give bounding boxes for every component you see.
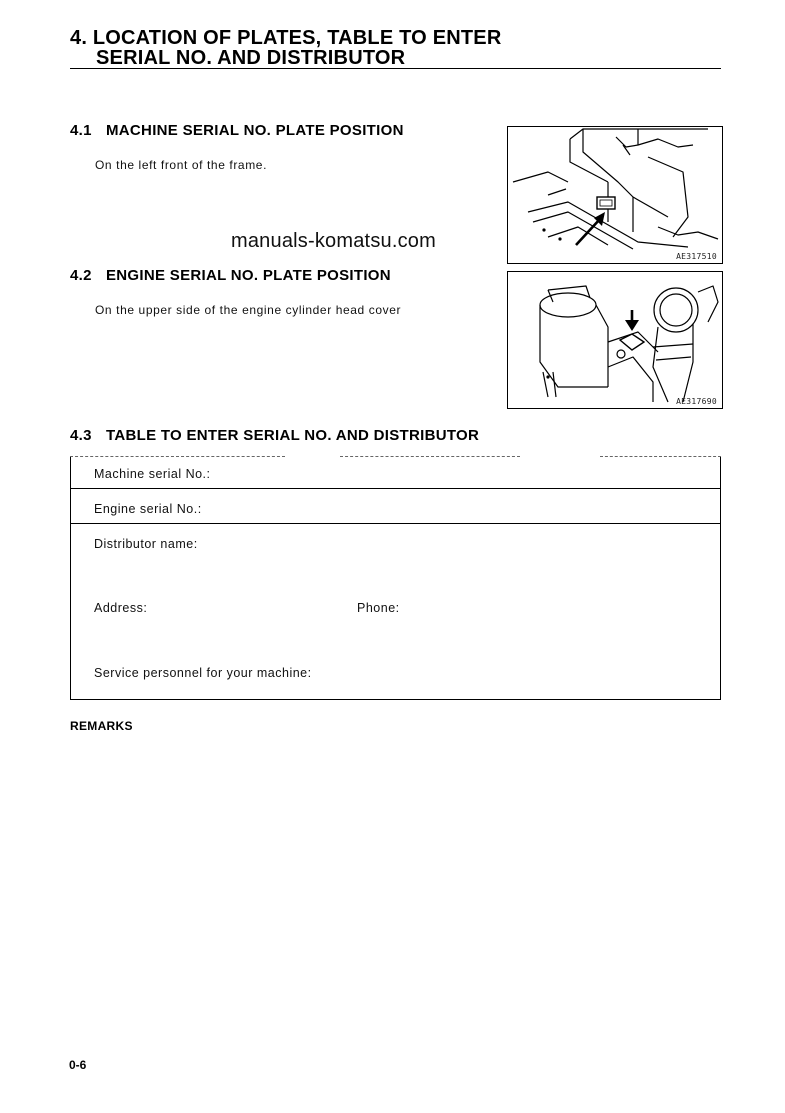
engine-serial-row-rule: [70, 523, 721, 524]
phone-label: Phone:: [357, 601, 400, 615]
section-4-2-text: On the upper side of the engine cylinder head cover: [95, 303, 402, 317]
page-title-line-2: SERIAL NO. AND DISTRIBUTOR: [96, 47, 406, 69]
section-4-1-heading: [70, 122, 404, 139]
machine-serial-label: Machine serial No.:: [94, 467, 211, 481]
section-4-2-number: 4.2: [70, 267, 92, 284]
section-4-2-title: ENGINE SERIAL NO. PLATE POSITION: [106, 267, 391, 284]
figure-2-code: AE317690: [676, 397, 717, 406]
engine-serial-label: Engine serial No.:: [94, 502, 202, 516]
table-top-rule-b: [340, 456, 520, 457]
figure-1-code: AE317510: [676, 252, 717, 261]
machine-serial-row-rule: [70, 488, 721, 489]
page-number: 0-6: [69, 1058, 87, 1072]
distributor-table: [70, 456, 721, 700]
watermark: manuals-komatsu.com: [231, 230, 436, 252]
engine-plate-figure: [507, 271, 723, 409]
section-4-2-heading: [70, 267, 391, 284]
engine-plate-illustration: [508, 272, 722, 408]
title-underline: [70, 68, 721, 69]
section-4-1-number: 4.1: [70, 122, 92, 139]
section-4-1-text: On the left front of the frame.: [95, 158, 268, 172]
address-label: Address:: [94, 601, 148, 615]
section-4-3-title: TABLE TO ENTER SERIAL NO. AND DISTRIBUTOR: [106, 427, 480, 444]
distributor-name-label: Distributor name:: [94, 537, 198, 551]
section-4-1-title: MACHINE SERIAL NO. PLATE POSITION: [106, 122, 404, 139]
machine-plate-figure: [507, 126, 723, 264]
table-top-rule-a: [70, 456, 285, 457]
remarks-heading: REMARKS: [70, 719, 133, 733]
machine-plate-illustration: [508, 127, 722, 263]
section-4-3-number: 4.3: [70, 427, 92, 444]
service-personnel-label: Service personnel for your machine:: [94, 666, 312, 680]
page-title-line-1: 4. LOCATION OF PLATES, TABLE TO ENTER: [70, 27, 502, 49]
section-4-3-heading: [70, 427, 479, 444]
table-top-rule-c: [600, 456, 721, 457]
